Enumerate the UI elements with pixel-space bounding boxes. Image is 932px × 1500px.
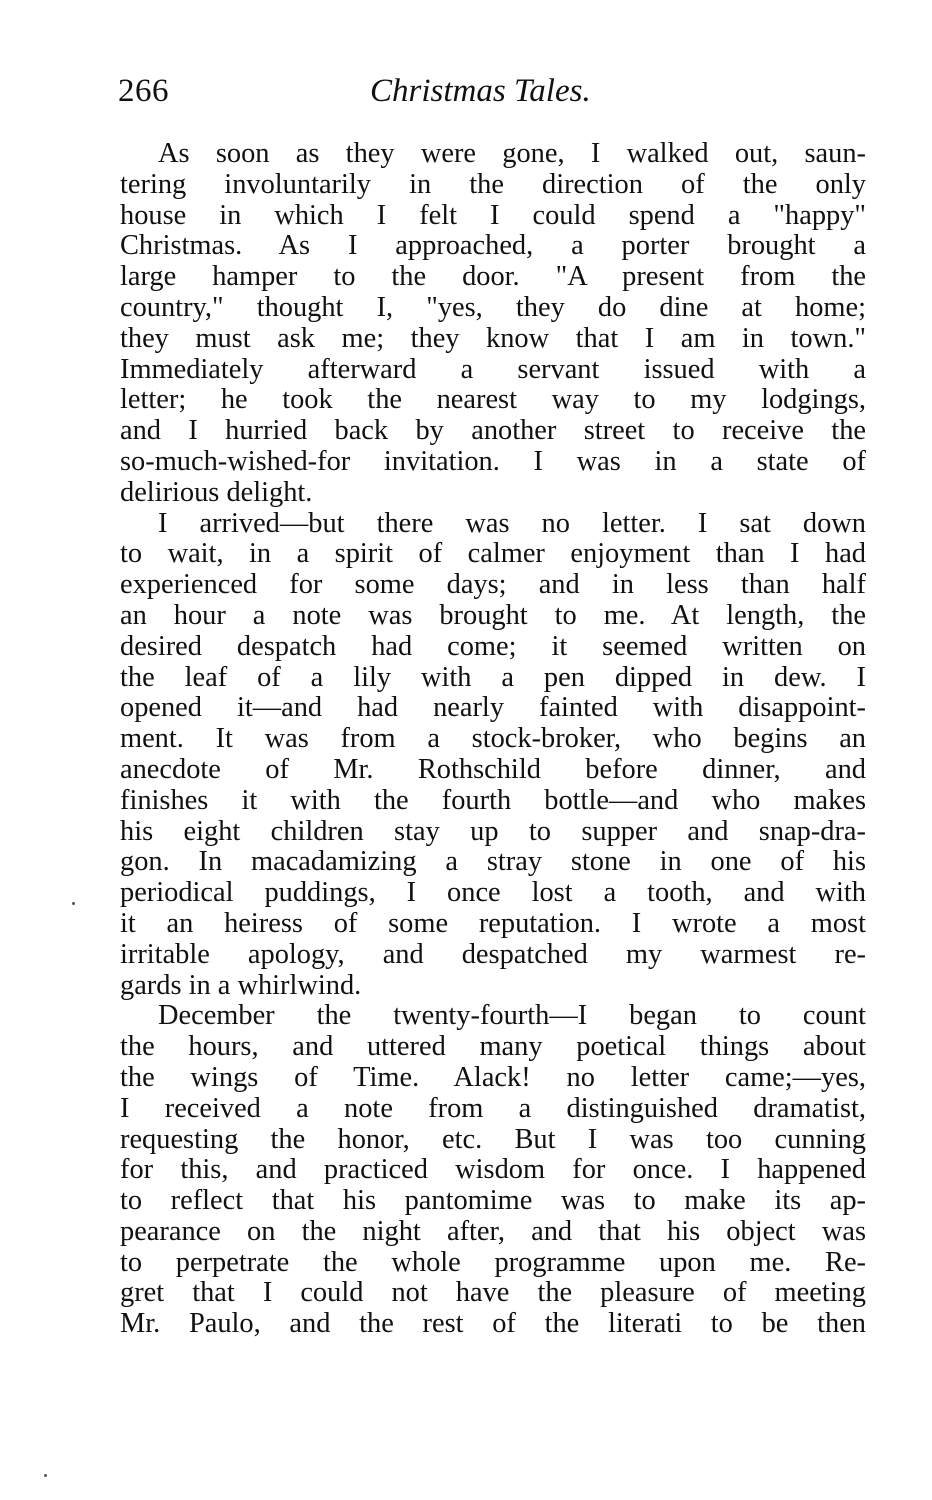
text-line: to reflect that his pantomime was to make its ap- (120, 1185, 866, 1217)
paper-speck (72, 902, 75, 905)
text-line: for this, and practiced wisdom for once. I happened (120, 1154, 866, 1186)
text-line: to perpetrate the whole programme upon me. Re- (120, 1246, 866, 1278)
text-line: As soon as they were gone, I walked out, saun- (158, 138, 866, 169)
text-line: Christmas. As I approached, a porter brought a (120, 230, 866, 262)
body-text (120, 139, 866, 1340)
text-line: experienced for some days; and in less than half (120, 569, 866, 601)
text-line: country," thought I, "yes, they do dine at home; (120, 291, 866, 323)
text-line: it an heiress of some reputation. I wrote a most (120, 907, 866, 939)
text-line: irritable apology, and despatched my warmest re- (120, 938, 866, 970)
running-header (118, 70, 878, 120)
text-line: they must ask me; they know that I am in town." (120, 322, 866, 354)
text-line: gon. In macadamizing a stray stone in one of his (120, 846, 866, 878)
text-line: delirious delight. (120, 476, 313, 508)
text-line: ment. It was from a stock-broker, who begins an (120, 723, 866, 755)
text-line: pearance on the night after, and that his object was (120, 1215, 866, 1247)
page-number: 266 (118, 73, 169, 109)
text-line: requesting the honor, etc. But I was too cunning (120, 1123, 866, 1155)
text-line: Mr. Paulo, and the rest of the literati to be then (120, 1308, 866, 1340)
text-line: an hour a note was brought to me. At length, the (120, 599, 866, 631)
text-line: so-much-wished-for invitation. I was in a state of (120, 445, 866, 477)
text-line: anecdote of Mr. Rothschild before dinner, and (120, 753, 866, 785)
text-line: finishes it with the fourth bottle—and who makes (120, 784, 866, 816)
text-line: gret that I could not have the pleasure of meeting (120, 1277, 866, 1309)
text-line: the leaf of a lily with a pen dipped in dew. I (120, 661, 866, 693)
text-line: opened it—and had nearly fainted with disappoint- (120, 692, 866, 724)
text-line: I arrived—but there was no letter. I sat down (158, 507, 866, 539)
running-title: Christmas Tales. (370, 73, 591, 109)
text-line: tering involuntarily in the direction of the only (120, 168, 866, 200)
text-line: the wings of Time. Alack! no letter came;—yes, (120, 1061, 866, 1093)
text-line: I received a note from a distinguished dramatist, (120, 1092, 866, 1124)
text-line: to wait, in a spirit of calmer enjoyment than I had (120, 538, 866, 570)
text-line: large hamper to the door. "A present from the (120, 261, 866, 293)
text-line: his eight children stay up to supper and snap-dra- (120, 815, 866, 847)
text-line: and I hurried back by another street to receive the (120, 415, 866, 447)
text-line: desired despatch had come; it seemed written on (120, 630, 866, 662)
text-line: the hours, and uttered many poetical things about (120, 1031, 866, 1063)
text-line: letter; he took the nearest way to my lodgings, (120, 384, 866, 416)
text-line: gards in a whirlwind. (120, 969, 362, 1001)
paper-speck (44, 1474, 47, 1477)
text-line: periodical puddings, I once lost a tooth, and with (120, 877, 866, 909)
text-line: December the twenty-fourth—I began to count (158, 1000, 866, 1032)
text-line: Immediately afterward a servant issued with a (120, 353, 866, 385)
text-line: house in which I felt I could spend a "happy" (120, 199, 866, 231)
